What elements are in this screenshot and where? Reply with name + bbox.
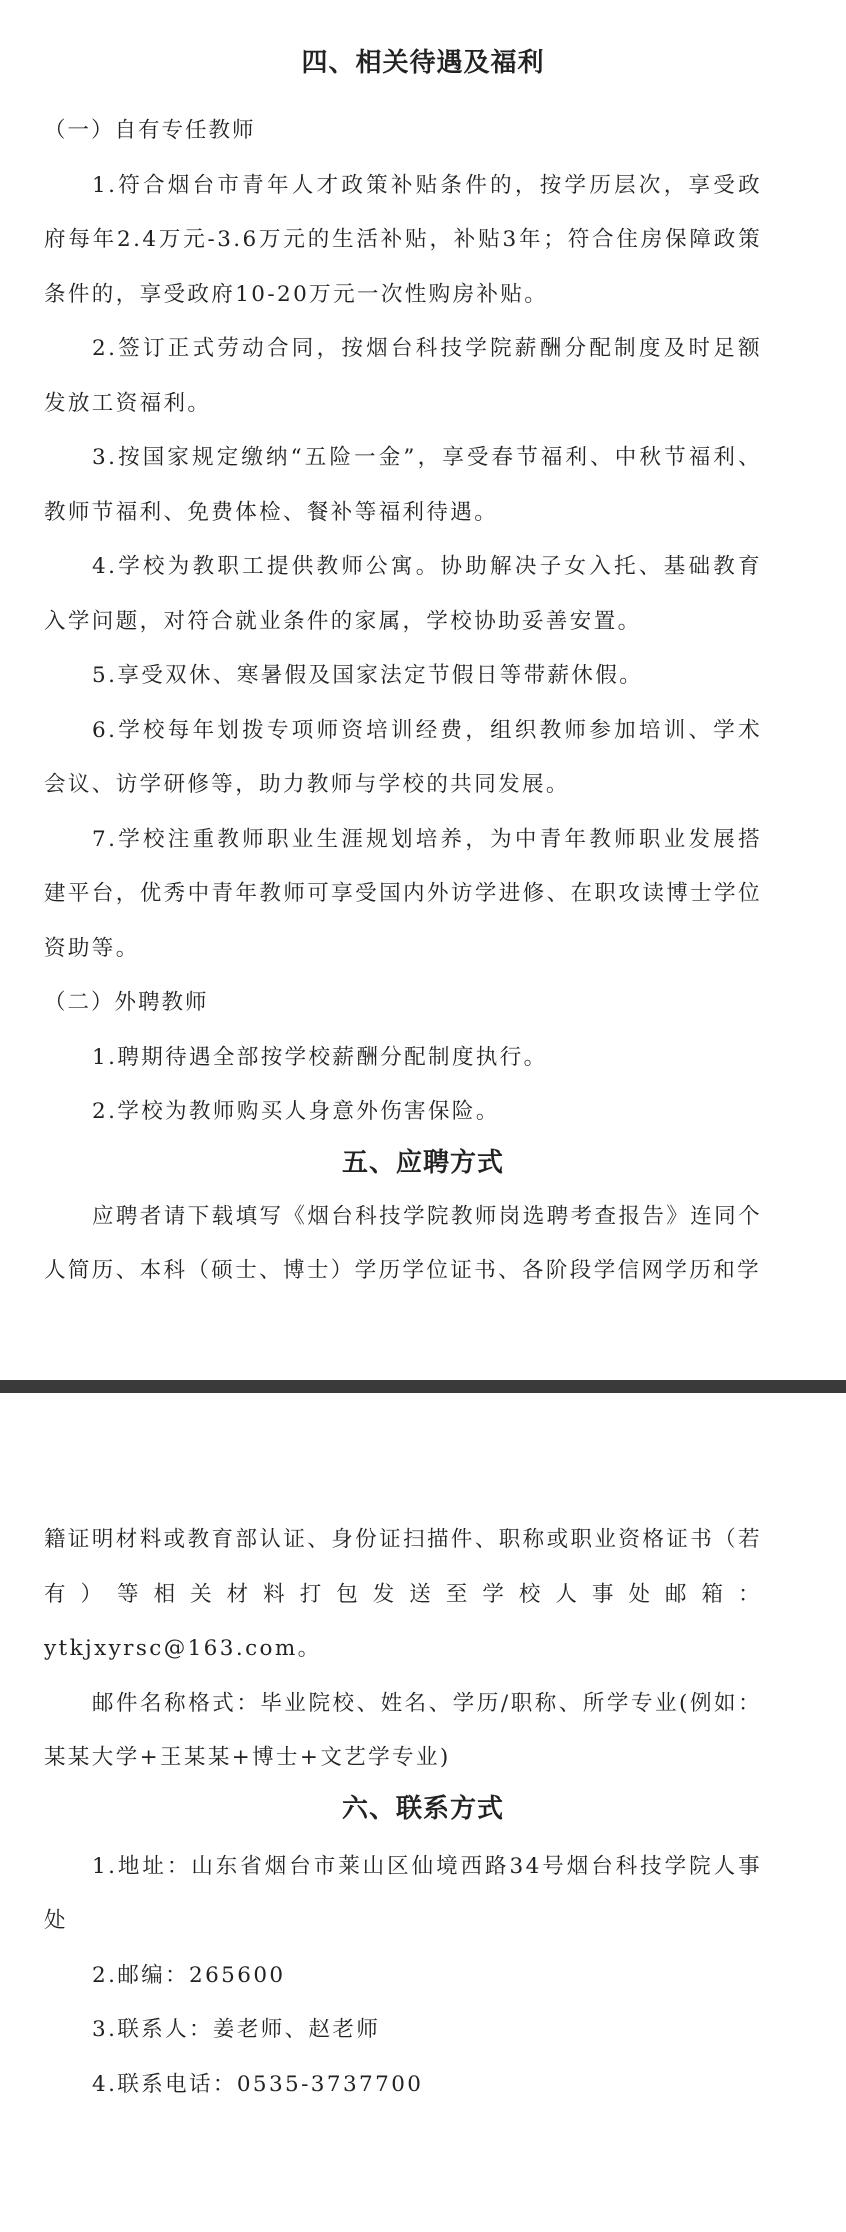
benefit-item-6: 6.学校每年划拨专项师资培训经费，组织教师参加培训、学术会议、访学研修等，助力教师与学校的共同发展。 [44,717,762,797]
benefit-item-7: 7.学校注重教师职业生涯规划培养，为中青年教师职业发展搭建平台，优秀中青年教师可享受国内外访学进修、在职攻读博士学位资助等。 [44,826,762,961]
benefit-item-4: 4.学校为教职工提供教师公寓。协助解决子女入托、基础教育入学问题，对符合就业条件的家属，学校协助妥善安置。 [44,554,762,634]
external-benefit-item-1: 1.聘期待遇全部按学校薪酬分配制度执行。 [92,1044,548,1070]
application-method-text-continued: 籍证明材料或教育部认证、身份证扫描件、职称或职业资格证书（若有）等相关材料打包发送至学校人事处邮箱：ytkjxyrsc@163.com。 [44,1527,762,1661]
document-page-2 [0,1393,846,2232]
section-5-title: 五、应聘方式 [341,1147,504,1178]
contact-address: 1.地址：山东省烟台市莱山区仙境西路34号烟台科技学院人事处 [44,1853,762,1933]
page-break-divider [0,1380,846,1393]
benefit-item-1: 1.符合烟台市青年人才政策补贴条件的，按学历层次，享受政府每年2.4万元-3.6万元的生活补贴，补贴3年；符合住房保障政策条件的，享受政府10-20万元一次性购房补贴。 [44,172,762,307]
subsection-in-house-teachers: （一）自有专任教师 [44,118,256,143]
subsection-external-teachers: （二）外聘教师 [44,990,209,1015]
application-method-text: 应聘者请下载填写《烟台科技学院教师岗选聘考查报告》连同个人简历、本科（硕士、博士）学历学位证书、各阶段学信网学历和学 [44,1203,762,1283]
benefit-item-3: 3.按国家规定缴纳“五险一金”，享受春节福利、中秋节福利、教师节福利、免费体检、餐补等福利待遇。 [44,445,762,525]
external-benefit-item-2: 2.学校为教师购买人身意外伤害保险。 [92,1099,500,1124]
benefit-item-5: 5.享受双休、寒暑假及国家法定节假日等带薪休假。 [92,663,644,688]
section-6-title: 六、联系方式 [341,1793,504,1824]
benefit-item-2: 2.签订正式劳动合同，按烟台科技学院薪酬分配制度及时足额发放工资福利。 [44,336,762,416]
contact-phone: 4.联系电话：0535-3737700 [92,2071,424,2097]
section-4-title: 四、相关待遇及福利 [301,48,545,78]
contact-person: 3.联系人：姜老师、赵老师 [92,2017,381,2042]
email-subject-format: 邮件名称格式：毕业院校、姓名、学历/职称、所学专业(例如：某某大学+王某某+博士+文艺学专业) [44,1690,762,1770]
contact-postcode: 2.邮编：265600 [92,1962,286,1988]
